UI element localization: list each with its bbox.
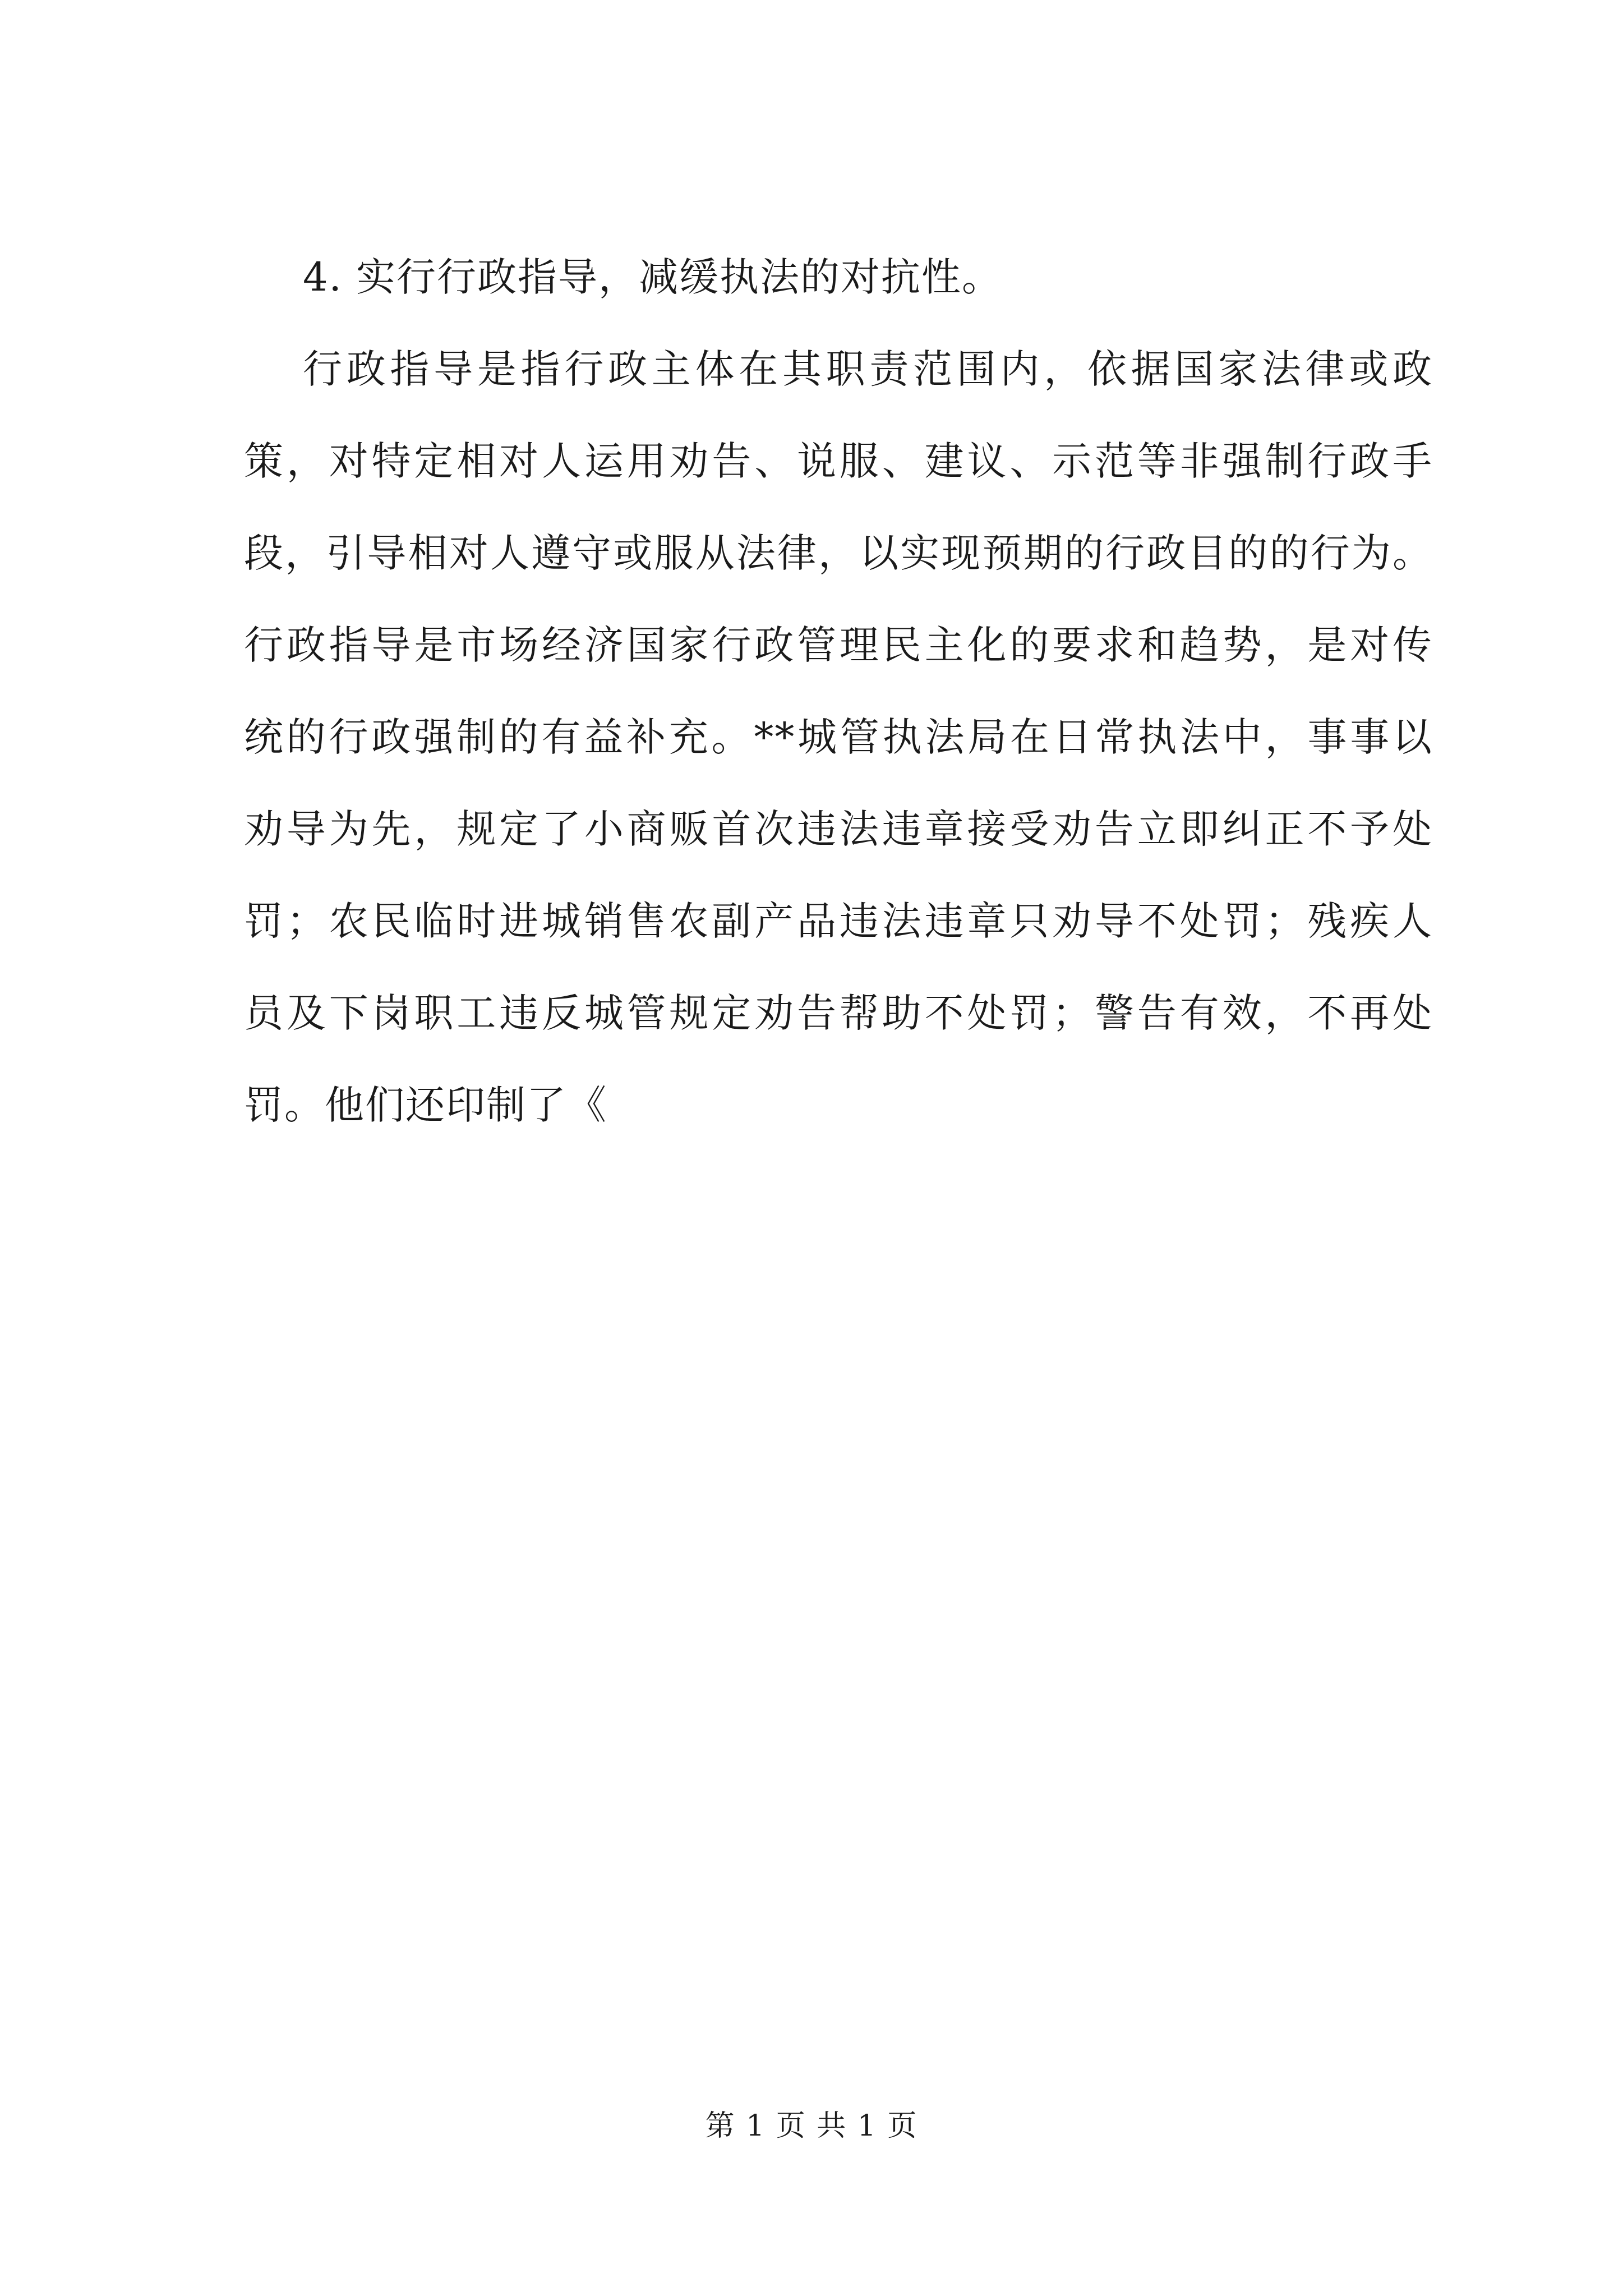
- paragraph-line: 劝导为先，规定了小商贩首次违法违章接受劝告立即纠正不予处: [244, 806, 1433, 852]
- section-heading: 4. 实行行政指导，减缓执法的对抗性。: [303, 254, 1003, 300]
- paragraph-line: 统的行政强制的有益补充。**城管执法局在日常执法中，事事以: [244, 714, 1433, 760]
- paragraph-line: 行政指导是指行政主体在其职责范围内，依据国家法律或政: [303, 346, 1433, 392]
- document-body: [244, 247, 1433, 1167]
- paragraph-line: 员及下岗职工违反城管规定劝告帮助不处罚；警告有效，不再处: [244, 990, 1433, 1036]
- paragraph-line: 策，对特定相对人运用劝告、说服、建议、示范等非强制行政手: [244, 438, 1433, 484]
- paragraph-line: 段，引导相对人遵守或服从法律，以实现预期的行政目的的行为。: [244, 530, 1433, 576]
- paragraph-line: 罚。他们还印制了《: [244, 1082, 607, 1128]
- paragraph-line: 行政指导是市场经济国家行政管理民主化的要求和趋势，是对传: [244, 622, 1433, 668]
- page-number-footer: 第 1 页 共 1 页: [705, 2109, 918, 2143]
- paragraph-line: 罚；农民临时进城销售农副产品违法违章只劝导不处罚；残疾人: [244, 898, 1433, 944]
